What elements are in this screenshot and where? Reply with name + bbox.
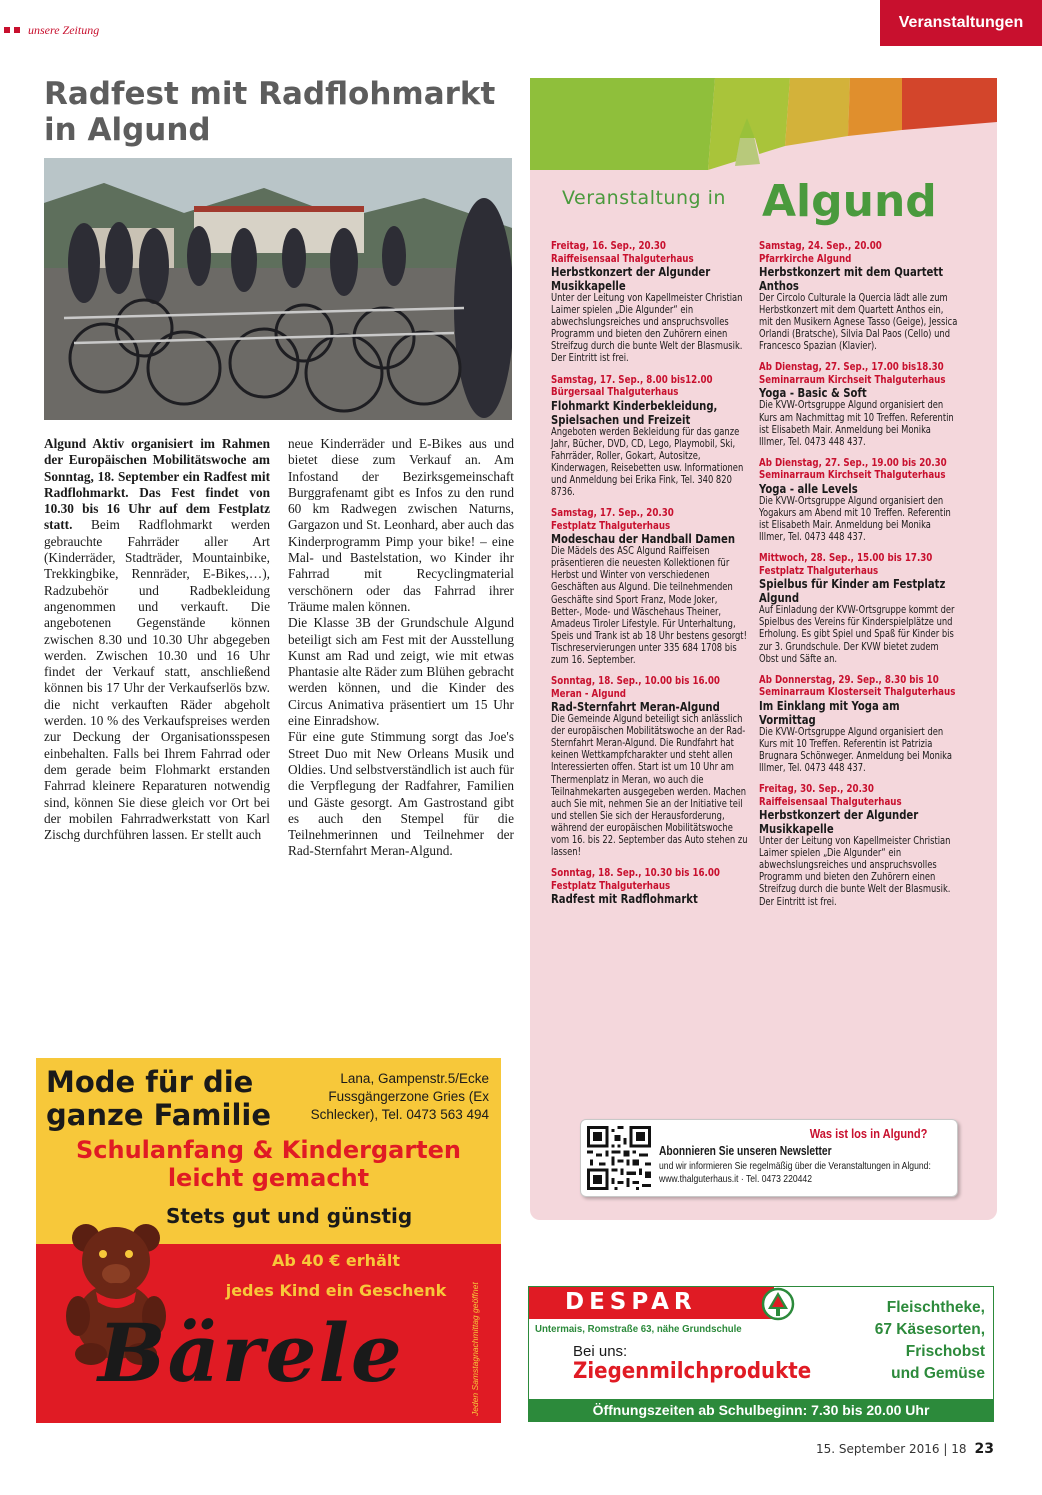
article-photo bbox=[44, 158, 512, 420]
section-tab: Veranstaltungen bbox=[880, 0, 1042, 46]
event-location: Festplatz Thalguterhaus bbox=[551, 519, 671, 532]
ad-address: Lana, Gampenstr.5/Ecke Fussgängerzone Gries (Ex Schlecker), Tel. 0473 563 494 bbox=[310, 1071, 489, 1122]
ad-note bbox=[470, 1258, 486, 1418]
article-column-2 bbox=[288, 436, 514, 860]
event-item bbox=[759, 361, 959, 448]
qr-code-icon[interactable] bbox=[587, 1126, 651, 1190]
masthead-title: unsere Zeitung bbox=[28, 22, 100, 37]
event-location: Raiffeisensaal Thalguterhaus bbox=[551, 252, 694, 265]
despar-logo-bar bbox=[529, 1287, 774, 1319]
newsletter-heading: Was ist los in Algund? bbox=[809, 1126, 927, 1141]
newsletter-title: Abonnieren Sie unseren Newsletter bbox=[659, 1144, 832, 1158]
event-description: Die Mädels des ASC Algund Raiffeisen präsentieren die neuesten Kollektionen für Herbst und Winter von verschiedenen Geschäften aus Algund. Die teilnehmenden Geschäfte sind Sport Franz, Mode Joker, Better-, Mode- und Wäschehaus Theiner, Amadeus Tiroler Lifestyle. Für Unterhaltung, Speis und Trank ist ab 18 Uhr bestens gesorgt! Tischreservierungen unter 335 684 1708 bis zum 16. September. bbox=[551, 546, 747, 666]
newsletter-text: und wir informieren Sie regelmäßig über die Veranstaltungen in Algund: www.thalguterhaus.it · Tel. 0473 220442 bbox=[659, 1160, 931, 1185]
event-title: Yoga - alle Levels bbox=[759, 481, 858, 496]
event-item bbox=[759, 240, 959, 353]
spar-tree-icon bbox=[761, 1287, 795, 1321]
page-number: 23 bbox=[974, 1441, 994, 1457]
despar-offerings bbox=[835, 1297, 985, 1385]
ad-brand-logo: Bärele bbox=[98, 1306, 404, 1400]
event-item bbox=[759, 674, 959, 775]
event-date: Sonntag, 18. Sep., 10.30 bis 16.00 bbox=[551, 867, 720, 880]
event-location: Pfarrkirche Algund bbox=[759, 252, 852, 265]
event-location: Festplatz Thalguterhaus bbox=[759, 564, 879, 577]
event-title: Radfest mit Radflohmarkt bbox=[551, 892, 698, 907]
page-footer bbox=[816, 1441, 994, 1457]
despar-address: Untermais, Romstraße 63, nähe Grundschule bbox=[535, 1323, 742, 1335]
event-location: Seminarraum Klosterseit Thalguterhaus bbox=[759, 686, 956, 699]
issue-date: 15. September 2016 | 18 bbox=[815, 1442, 967, 1456]
event-description: Auf Einladung der KVW-Ortsgruppe kommt der Spielbus des Vereins für Kinderspielplätze und Erholung. Es gibt Spiel und Spaß für Kinder bis zur 3. Grundschule. Der KVW bietet zudem Obst und Säfte an. bbox=[759, 605, 955, 665]
article-paragraph: Die Klasse 3B der Grundschule Algund beteiligt sich am Fest mit der Ausstellung Kunst am Rad und zeigt, wie mit etwas Phantasie alte Räder zum Blühen gebracht werden können, und die Kinder des Circus Animativa präsentiert um 15 Uhr eine Einradshow. bbox=[288, 615, 514, 729]
event-date: Mittwoch, 28. Sep., 15.00 bis 17.30 bbox=[759, 552, 933, 565]
despar-product: Ziegenmilchprodukte bbox=[573, 1359, 812, 1384]
event-date: Freitag, 16. Sep., 20.30 bbox=[551, 240, 666, 252]
event-date: Samstag, 17. Sep., 20.30 bbox=[551, 507, 674, 520]
despar-opening-hours: Öffnungszeiten ab Schulbeginn: 7.30 bis 20.00 Uhr bbox=[529, 1399, 993, 1421]
events-place: Algund bbox=[762, 176, 937, 227]
article-headline: Radfest mit Radflohmarkt in Algund bbox=[44, 76, 496, 148]
despar-intro: Bei uns: bbox=[573, 1343, 628, 1360]
event-location: Seminarraum Kirchseit Thalguterhaus bbox=[759, 373, 946, 386]
ad-subheadline: Schulanfang & Kindergarten leicht gemacht bbox=[76, 1136, 461, 1192]
despar-offering-line: und Gemüse bbox=[891, 1365, 985, 1382]
article-paragraph: Beim Radflohmarkt werden gebrauchte Fahrräder aller Art (Kinderräder, Stadträder, Mountainbike, Trekkingbike, Rennräder, E-Bikes,…), Radzubehör und Radbekleidung angenommen und verkauft. Die angebotenen Gegenstände können zwischen 8.30 und 10.30 Uhr abgegeben werden. Zwischen 10.30 und 16 Uhr findet der Verkauf statt, anschließend können bis 17 Uhr der Verkaufserlös bzw. die nicht verkauften Räder abgeholt werden. 10 % des Verkaufspreises werden zur Deckung der Organisationsspesen einbehalten. Falls bei Ihrem Fahrrad oder dem gerade beim Flohmarkt erstanden Fahrrad kleinere Reparaturen notwendig sind, können Sie diese gleich vor Ort bei der mobilen Fahrradwerkstatt von Karl Zischg durchführen lassen. Er stellt auch bbox=[44, 517, 270, 843]
event-date: Ab Dienstag, 27. Sep., 19.00 bis 20.30 bbox=[759, 456, 947, 469]
article-lead: Algund Aktiv organisiert im Rahmen der Europäischen Mobilitätswoche am Sonntag, 18. September ein Radfest mit Radflohmarkt. Das Fest findet von 10.30 bis 16 Uhr auf dem Festplatz statt. bbox=[44, 436, 270, 533]
event-description: Unter der Leitung von Kapellmeister Christian Laimer spielen „Die Algunder“ ein abwechslungsreiches und anspruchsvolles Programm und bieten den Zuhörern einen Streifzug durch die bunte Welt der Blasmusik. Der Eintritt ist frei. bbox=[759, 836, 951, 908]
event-date: Samstag, 24. Sep., 20.00 bbox=[759, 240, 882, 252]
event-date: Sonntag, 18. Sep., 10.00 bis 16.00 bbox=[551, 675, 720, 688]
ad-gift-line: jedes Kind ein Geschenk bbox=[225, 1281, 447, 1300]
event-description: Die Gemeinde Algund beteiligt sich anlässlich der europäischen Mobilitätswoche an der Rad-Sternfahrt Meran-Algund. Die Rundfahrt hat keinen Wettkampfcharakter und steht allen Interessierten offen. Start ist um 10 Uhr am Thermenplatz in Meran, wo auch die Teilnahmekarten ausgegeben werden. Machen auch Sie mit, nehmen Sie an der Initiative teil und stellen Sie sich der Herausforderung, während der europäischen Mobilitätswoche vom 16. bis 22. September das Auto stehen zu lassen! bbox=[551, 714, 748, 859]
article-column-1 bbox=[44, 436, 270, 860]
ad-gift-offer bbox=[186, 1246, 486, 1306]
events-column-left bbox=[551, 240, 749, 914]
event-location: Bürgersaal Thalguterhaus bbox=[551, 386, 679, 399]
event-description: Unter der Leitung von Kapellmeister Christian Laimer spielen „Die Algunder“ ein abwechslungsreiches und anspruchsvolles Programm und bieten den Zuhörern einen Streifzug durch die bunte Welt der Blasmusik. Der Eintritt ist frei. bbox=[551, 293, 743, 365]
masthead bbox=[0, 20, 99, 40]
event-location: Seminarraum Kirchseit Thalguterhaus bbox=[759, 469, 946, 482]
event-description: Die KVW-Ortsgruppe Algund organisiert den Kurs mit 10 Treffen. Referentin ist Patrizia Brugnara Schönweger. Anmeldung bei Monika Illmer, Tel. 0473 448 437. bbox=[759, 726, 952, 774]
event-item bbox=[759, 457, 959, 544]
events-subtitle: Veranstaltung in bbox=[562, 187, 726, 209]
event-description: Die KVW-Ortsgruppe Algund organisiert den Kurs am Nachmittag mit 10 Treffen. Referentin ist Elisabeth Mair. Anmeldung bei Monika Illmer, Tel. 0473 448 437. bbox=[759, 400, 954, 448]
despar-offering-line: 67 Käsesorten, bbox=[874, 1321, 985, 1338]
event-description: Die KVW-Ortsgruppe Algund organisiert den Yogakurs am Abend mit 10 Treffen. Referentin ist Elisabeth Mair. Anmeldung bei Monika Illmer, Tel. 0473 448 437. bbox=[759, 495, 951, 544]
ad-gift-line: Ab 40 € erhält bbox=[271, 1251, 400, 1270]
article-paragraph: Für eine gute Stimmung sorgt das Joe's Street Duo mit New Orleans Musik und Oldies. Und selbstverständlich ist auch für die Verpflegung der Radfahrer, Familien und Gäste gesorgt. Am Gastrostand gibt es auch den Stempel für die Teilnehmerinnen und Teilnehmer der Rad-Sternfahrt Meran-Algund. bbox=[288, 729, 515, 859]
event-date: Freitag, 30. Sep., 20.30 bbox=[759, 783, 874, 796]
ad-tagline: Stets gut und günstig bbox=[166, 1204, 413, 1228]
newsletter-box bbox=[580, 1119, 958, 1197]
despar-logo: DESPAR bbox=[565, 1289, 697, 1315]
bike-market-photo bbox=[44, 158, 512, 420]
event-location: Meran - Algund bbox=[551, 687, 627, 700]
event-title: Flohmarkt Kinderbekleidung, Spielsachen und Freizeit bbox=[551, 398, 718, 427]
event-item bbox=[551, 240, 749, 366]
despar-offering-line: Frischobst bbox=[905, 1343, 985, 1360]
event-item bbox=[759, 783, 959, 909]
event-date: Ab Donnerstag, 29. Sep., 8.30 bis 10 bbox=[759, 673, 939, 686]
event-title: Modeschau der Handball Damen bbox=[551, 532, 736, 547]
masthead-square bbox=[4, 27, 10, 33]
event-location: Festplatz Thalguterhaus bbox=[551, 879, 671, 892]
ad-despar[interactable] bbox=[528, 1286, 994, 1422]
ad-baerele[interactable] bbox=[36, 1058, 501, 1423]
event-date: Samstag, 17. Sep., 8.00 bis12.00 bbox=[551, 373, 713, 386]
event-item bbox=[759, 552, 959, 665]
event-title: Herbstkonzert der Algunder Musikkapelle bbox=[759, 808, 919, 837]
event-location: Raiffeisensaal Thalguterhaus bbox=[759, 795, 902, 808]
events-box bbox=[530, 78, 997, 1220]
event-description: Angeboten werden Bekleidung für das ganze Jahr, Bücher, DVD, CD, Lego, Playmobil, Ski, Fahrräder, Roller, Gokart, Autositze, Kinderwagen, Reisebetten usw. Informationen und Anmeldung bei Erika Fink, Tel. 340 820 8736. bbox=[551, 426, 744, 499]
event-description: Der Circolo Culturale la Quercia lädt alle zum Herbstkonzert mit dem Quartett Anthos ein, mit den Musikern Agnese Tasso (Geige), Jessica Orlandi (Bratsche), Silvia Dal Paos (Cello) und Francesco Spazian (Klavier). bbox=[759, 293, 958, 353]
event-item bbox=[551, 675, 749, 859]
event-date: Ab Dienstag, 27. Sep., 17.00 bis18.30 bbox=[759, 361, 944, 374]
event-title: Herbstkonzert mit dem Quartett Anthos bbox=[759, 265, 944, 293]
ad-headline: Mode für die ganze Familie bbox=[46, 1065, 272, 1132]
event-title: Yoga - Basic & Soft bbox=[759, 386, 867, 401]
event-title: Herbstkonzert der Algunder Musikkapelle bbox=[551, 265, 711, 293]
event-item bbox=[551, 507, 749, 667]
event-title: Spielbus für Kinder am Festplatz Algund bbox=[759, 577, 946, 606]
event-title: Rad-Sternfahrt Meran-Algund bbox=[551, 700, 720, 715]
event-title: Im Einklang mit Yoga am Vormittag bbox=[759, 698, 900, 727]
events-column-right bbox=[759, 240, 959, 917]
article-paragraph: neue Kinderräder und E-Bikes aus und bietet diese zum Verkauf an. Am Infostand der Bezirksgemeinschaft Burggrafenamt gibt es Infos zu den rund 60 km Radwegen zwischen Naturns, Gargazon und St. Leonhard, aber auch das Kinderprogramm Pimp your bike! – eine Mal- und Bastelstation, wo Kinder ihr Fahrrad mit Recyclingmaterial verschönern oder das Fahrrad ihrer Träume malen können. bbox=[288, 436, 514, 614]
event-item bbox=[551, 867, 749, 906]
event-item bbox=[551, 374, 749, 500]
masthead-square bbox=[14, 27, 20, 33]
ad-note-text: Jeden Samstagnachmittag geöffnet bbox=[470, 1282, 480, 1416]
despar-offering-line: Fleischtheke, bbox=[886, 1299, 985, 1316]
article-body bbox=[44, 436, 514, 860]
